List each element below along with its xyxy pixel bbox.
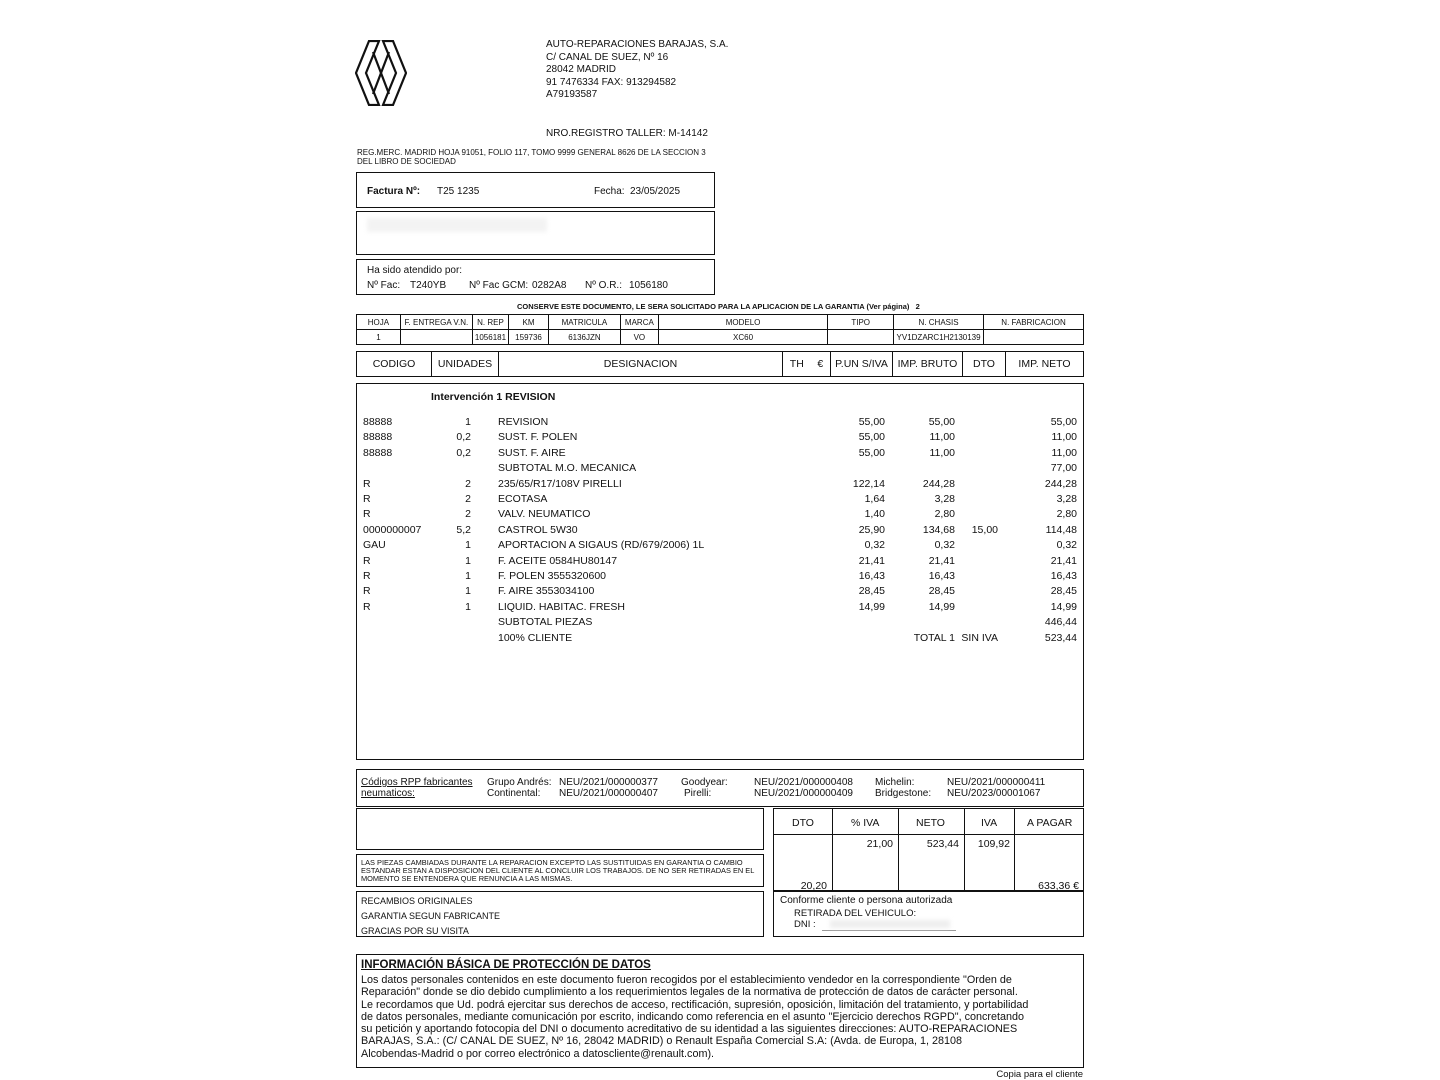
privacy-title: INFORMACIÓN BÁSICA DE PROTECCIÓN DE DATOS xyxy=(361,959,651,971)
line-neto: 11,00 xyxy=(1051,446,1077,459)
invoice-box xyxy=(356,172,715,208)
totals-box xyxy=(773,808,1084,891)
line-desc: VALV. NEUMATICO xyxy=(498,508,591,521)
privacy-line: BARAJAS, S.A.: (C/ CANAL DE SUEZ, Nº 16, 28042 MADRID) o Renault España Comercial S.A: (Avda. de Europa, 1, 28108 xyxy=(361,1035,963,1048)
nfac-value: T240YB xyxy=(410,280,447,291)
totals-a-pagar: 633,36 € xyxy=(1038,880,1079,892)
rpp-brand: Michelin: xyxy=(875,777,915,788)
invoice-line xyxy=(357,431,1083,446)
totals-divider xyxy=(1014,809,1015,890)
totals-divider xyxy=(898,809,899,890)
or-value: 1056180 xyxy=(629,280,668,291)
vehicle-value-row xyxy=(357,330,1084,345)
privacy-text xyxy=(361,974,1028,1060)
company-name: AUTO-REPARACIONES BARAJAS, S.A. xyxy=(546,39,729,50)
col-designacion: DESIGNACION xyxy=(499,352,783,376)
vehicle-value-cell: 6136JZN xyxy=(549,330,621,345)
attended-box xyxy=(356,259,715,295)
line-bruto: 2,80 xyxy=(934,508,955,521)
rpp-brand: Pirelli: xyxy=(684,788,712,799)
line-desc: 100% CLIENTE xyxy=(498,631,573,644)
invoice-line xyxy=(357,478,1083,493)
line-bruto: 0,32 xyxy=(934,539,955,552)
line-bruto: 14,99 xyxy=(928,600,955,613)
signature-line xyxy=(822,930,956,931)
line-code: 88888 xyxy=(363,431,393,444)
line-dto: SIN IVA xyxy=(961,631,998,644)
lines-header xyxy=(356,351,1084,377)
conforme-dni: DNI : xyxy=(794,919,816,930)
rpp-title-2: neumaticos: xyxy=(361,788,415,799)
line-desc: REVISION xyxy=(498,416,549,428)
line-desc: CASTROL 5W30 xyxy=(498,523,578,536)
line-pun: 21,41 xyxy=(858,554,885,567)
reg-merc-1: REG.MERC. MADRID HOJA 91051, FOLIO 117, TOMO 9999 GENERAL 8626 DE LA SECCION 3 xyxy=(357,148,706,157)
footer-gracias: GRACIAS POR SU VISITA xyxy=(361,926,469,936)
vehicle-value-cell: YV1DZARC1H2130139 xyxy=(894,330,984,345)
line-pun: 1,40 xyxy=(864,508,885,521)
line-pun: 55,00 xyxy=(858,416,885,428)
totals-header-pagar: A PAGAR xyxy=(1027,817,1073,829)
line-desc: ECOTASA xyxy=(498,493,548,505)
renault-logo-icon xyxy=(355,40,407,106)
line-pun: 1,64 xyxy=(864,493,885,505)
line-code: GAU xyxy=(363,539,386,552)
line-neto: 21,41 xyxy=(1050,554,1077,567)
company-address: C/ CANAL DE SUEZ, Nº 16 xyxy=(546,51,669,63)
totals-header-iva-pct: % IVA xyxy=(851,817,880,829)
col-neto: IMP. NETO xyxy=(1018,358,1071,370)
col-pun: P.UN S/IVA xyxy=(831,352,893,376)
company-cif: A79193587 xyxy=(546,89,598,101)
conforme-retirada: RETIRADA DEL VEHICULO: xyxy=(794,908,917,919)
line-pun: 0,32 xyxy=(864,539,885,552)
conforme-box xyxy=(773,891,1084,937)
lines-body xyxy=(356,383,1084,760)
line-units: 1 xyxy=(465,416,471,428)
line-bruto: 55,00 xyxy=(928,416,955,428)
line-units: 5,2 xyxy=(456,523,471,536)
line-units: 2 xyxy=(465,508,471,521)
line-neto: 16,43 xyxy=(1050,570,1077,582)
piezas-notice: LAS PIEZAS CAMBIADAS DURANTE LA REPARACION EXCEPTO LAS SUSTITUIDAS EN GARANTIA O CAMBIO ESTANDAR ESTAN A DISPOSICION DEL CLIENTE AL CONCLUIR LOS TRABAJOS. DE NO SER RETIRADAS EN EL MOMENTO SE ENTENDERA QUE RENUNCIA A LAS MISMAS. xyxy=(361,858,755,883)
totals-neto: 523,44 xyxy=(926,838,959,850)
vehicle-table xyxy=(356,314,1084,345)
vehicle-header-row xyxy=(357,315,1084,330)
line-bruto: 11,00 xyxy=(929,431,955,444)
line-neto: 244,28 xyxy=(1044,477,1077,490)
rpp-code: NEU/2021/000000377 xyxy=(559,777,658,788)
col-th: TH € xyxy=(783,352,831,376)
nfac-label: Nº Fac: xyxy=(367,280,401,291)
rpp-box xyxy=(356,769,1084,807)
vehicle-value-cell: 159736 xyxy=(509,330,549,345)
invoice-line xyxy=(357,462,1083,477)
invoice-line xyxy=(357,508,1083,523)
gcm-value: 0282A8 xyxy=(532,280,567,291)
registro-taller: NRO.REGISTRO TALLER: M-14142 xyxy=(546,128,708,139)
vehicle-value-cell: XC60 xyxy=(658,330,827,345)
redacted-dni xyxy=(830,920,950,928)
gcm-label: Nº Fac GCM: xyxy=(469,280,529,291)
totals-iva: 109,92 xyxy=(977,838,1010,850)
line-desc: APORTACION A SIGAUS (RD/679/2006) 1L xyxy=(498,539,705,552)
invoice-line xyxy=(357,539,1083,554)
privacy-line: Los datos personales contenidos en este documento fueron recogidos por el establecimiento vendedor en la correspondiente "Orden de xyxy=(361,974,1012,986)
line-bruto: 134,68 xyxy=(922,523,955,536)
vehicle-value-cell xyxy=(984,330,1084,345)
rpp-code: NEU/2021/000000408 xyxy=(754,777,853,788)
company-info xyxy=(546,39,728,102)
copy-label: Copia para el cliente xyxy=(996,1069,1083,1080)
line-desc: F. AIRE 3553034100 xyxy=(498,585,595,598)
line-neto: 55,00 xyxy=(1050,416,1077,428)
line-units: 0,2 xyxy=(456,431,471,444)
rpp-code: NEU/2021/000000407 xyxy=(559,788,658,799)
vehicle-header-cell: MODELO xyxy=(658,315,827,330)
redacted-customer xyxy=(367,218,547,232)
rpp-title-1: Códigos RPP fabricantes xyxy=(361,777,473,788)
intervention-title: Intervención 1 REVISION xyxy=(431,391,556,403)
line-neto: 114,48 xyxy=(1045,523,1077,536)
vehicle-header-cell: TIPO xyxy=(828,315,894,330)
invoice-date-label: Fecha: xyxy=(594,186,625,197)
vehicle-header-cell: KM xyxy=(509,315,549,330)
company-city: 28042 MADRID xyxy=(546,64,617,76)
line-units: 2 xyxy=(465,477,471,490)
vehicle-value-cell: VO xyxy=(620,330,658,345)
invoice-line xyxy=(357,416,1083,431)
line-neto: 0,32 xyxy=(1056,539,1077,552)
line-neto: 28,45 xyxy=(1050,585,1077,598)
line-bruto: TOTAL 1 xyxy=(913,631,955,644)
invoice-line xyxy=(357,570,1083,585)
totals-header-line xyxy=(774,834,1083,835)
line-pun: 55,00 xyxy=(858,431,885,444)
line-neto: 3,28 xyxy=(1056,493,1077,505)
vehicle-value-cell xyxy=(400,330,472,345)
invoice-number: T25 1235 xyxy=(437,186,480,197)
invoice-line xyxy=(357,632,1083,647)
vehicle-header-cell: F. ENTREGA V.N. xyxy=(400,315,472,330)
line-desc: SUBTOTAL M.O. MECANICA xyxy=(498,462,637,475)
invoice-line xyxy=(357,555,1083,570)
line-code: R xyxy=(363,477,371,490)
line-bruto: 21,41 xyxy=(928,554,955,567)
observations-box xyxy=(356,808,764,850)
vehicle-header-cell: N. REP xyxy=(472,315,508,330)
line-code: R xyxy=(363,508,371,521)
rpp-brand: Grupo Andrés: xyxy=(487,777,552,788)
line-neto: 2,80 xyxy=(1056,508,1077,521)
line-desc: F. POLEN 3555320600 xyxy=(498,570,606,582)
line-neto: 77,00 xyxy=(1050,462,1077,475)
totals-divider xyxy=(964,809,965,890)
privacy-line: Le recordamos que Ud. podrá ejercitar sus derechos de acceso, rectificación, supresión, oposición, limitación del tratamiento, y portabilidad xyxy=(361,998,1029,1011)
line-neto: 523,44 xyxy=(1044,631,1077,644)
customer-box xyxy=(356,211,715,255)
invoice-line xyxy=(357,585,1083,600)
invoice-line xyxy=(357,524,1083,539)
line-units: 1 xyxy=(465,570,471,582)
attended-label: Ha sido atendido por: xyxy=(367,265,463,276)
totals-divider xyxy=(832,809,833,890)
line-code: 88888 xyxy=(363,446,393,459)
line-pun: 25,90 xyxy=(858,523,885,536)
col-codigo: CODIGO xyxy=(357,352,432,376)
invoice-line xyxy=(357,601,1083,616)
line-code: R xyxy=(363,570,371,582)
vehicle-value-cell: 1 xyxy=(357,330,401,345)
piezas-notice-box xyxy=(356,854,764,887)
line-desc: LIQUID. HABITAC. FRESH xyxy=(498,600,625,613)
footer-recambios: RECAMBIOS ORIGINALES xyxy=(361,896,473,906)
totals-header-iva: IVA xyxy=(981,817,998,829)
line-desc: SUST. F. AIRE xyxy=(498,446,566,459)
line-desc: SUBTOTAL PIEZAS xyxy=(498,616,593,629)
footer-garantia: GARANTIA SEGUN FABRICANTE xyxy=(361,911,501,921)
invoice-line xyxy=(357,447,1083,462)
rpp-brand: Bridgestone: xyxy=(875,788,932,799)
or-label: Nº O.R.: xyxy=(585,280,622,291)
line-neto: 11,00 xyxy=(1051,431,1077,444)
totals-iva-pct: 21,00 xyxy=(866,838,893,850)
privacy-line: su petición y aportando fotocopia del DNI o documento acreditativo de su identidad a las siguientes direcciones: AUTO-REPARACIONES xyxy=(361,1023,1018,1036)
line-code: 0000000007 xyxy=(363,523,422,536)
vehicle-header-cell: N. CHASIS xyxy=(894,315,984,330)
col-bruto: IMP. BRUTO xyxy=(893,352,963,376)
line-desc: 235/65/R17/108V PIRELLI xyxy=(498,477,622,490)
totals-dto: 20,20 xyxy=(800,880,827,892)
line-pun: 14,99 xyxy=(858,600,885,613)
line-units: 0,2 xyxy=(456,446,471,459)
privacy-line: Reparación" donde se dio debido cumplimiento a los requerimientos legales de la normativa de protección de datos de carácter personal. xyxy=(361,986,1018,999)
footer-left-box xyxy=(356,891,764,937)
garantia-notice: CONSERVE ESTE DOCUMENTO, LE SERA SOLICITADO PARA LA APLICACION DE LA GARANTIA (Ver página) 2 xyxy=(517,302,920,311)
line-desc: SUST. F. POLEN xyxy=(498,431,578,444)
company-phone: 91 7476334 FAX: 913294582 xyxy=(546,76,677,88)
totals-header-dto: DTO xyxy=(792,817,814,829)
line-units: 1 xyxy=(465,600,471,613)
line-pun: 28,45 xyxy=(858,585,885,598)
line-bruto: 244,28 xyxy=(922,477,955,490)
line-dto: 15,00 xyxy=(971,523,998,536)
vehicle-header-cell: N. FABRICACION xyxy=(984,315,1084,330)
privacy-box xyxy=(356,954,1084,1068)
line-desc: F. ACEITE 0584HU80147 xyxy=(498,554,618,567)
line-code: 88888 xyxy=(363,416,393,428)
line-units: 1 xyxy=(465,539,471,552)
line-neto: 14,99 xyxy=(1050,600,1077,613)
privacy-line: de datos personales, mediante comunicación por escrito, indicando como referencia en el asunto "Ejercicio derechos RGPD", concretando xyxy=(361,1010,1025,1023)
line-bruto: 3,28 xyxy=(934,493,955,505)
line-code: R xyxy=(363,493,371,505)
lines-list xyxy=(357,416,1083,746)
invoice-line xyxy=(357,493,1083,508)
col-unidades: UNIDADES xyxy=(432,352,499,376)
line-neto: 446,44 xyxy=(1044,616,1077,629)
invoice-line xyxy=(357,616,1083,631)
vehicle-header-cell: MATRICULA xyxy=(549,315,621,330)
line-pun: 16,43 xyxy=(858,570,885,582)
line-code: R xyxy=(363,585,371,598)
conforme-title: Conforme cliente o persona autorizada xyxy=(780,895,953,906)
vehicle-header-cell: HOJA xyxy=(357,315,401,330)
line-pun: 55,00 xyxy=(858,446,885,459)
vehicle-header-cell: MARCA xyxy=(620,315,658,330)
col-dto: DTO xyxy=(963,352,1006,376)
rpp-brand: Continental: xyxy=(487,788,541,799)
line-code: R xyxy=(363,600,371,613)
privacy-line: Alcobendas-Madrid o por correo electrónico a datoscliente@renault.com). xyxy=(361,1047,715,1060)
invoice-date: 23/05/2025 xyxy=(630,186,681,197)
line-pun: 122,14 xyxy=(852,477,885,490)
totals-header-neto: NETO xyxy=(916,817,945,829)
rpp-brand: Goodyear: xyxy=(681,777,728,788)
vehicle-value-cell: 1056181 xyxy=(472,330,508,345)
rpp-code: NEU/2021/000000409 xyxy=(754,788,853,799)
rpp-code: NEU/2021/000000411 xyxy=(947,777,1046,788)
line-code: R xyxy=(363,554,371,567)
line-bruto: 11,00 xyxy=(929,446,955,459)
line-units: 1 xyxy=(465,554,471,567)
line-units: 1 xyxy=(465,585,471,598)
reg-merc-2: DEL LIBRO DE SOCIEDAD xyxy=(357,157,456,166)
invoice-label: Factura Nº: xyxy=(367,186,421,197)
line-units: 2 xyxy=(465,493,471,505)
line-bruto: 16,43 xyxy=(928,570,955,582)
line-bruto: 28,45 xyxy=(928,585,955,598)
vehicle-value-cell xyxy=(828,330,894,345)
rpp-code: NEU/2023/00001067 xyxy=(947,788,1041,799)
